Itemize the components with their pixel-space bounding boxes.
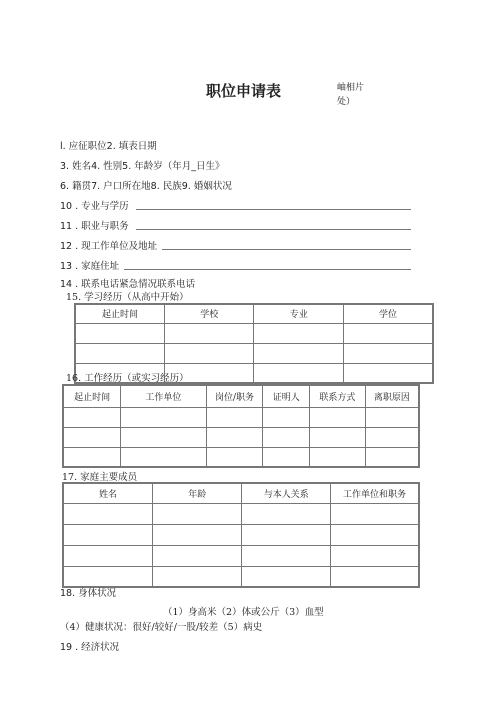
table-cell[interactable] — [310, 427, 366, 447]
table-cell[interactable] — [365, 447, 419, 467]
table-row — [63, 427, 419, 447]
work-header-period: 起止时间 — [63, 385, 121, 407]
table-cell[interactable] — [152, 566, 241, 587]
family-header-name: 姓名 — [63, 483, 152, 503]
table-cell[interactable] — [330, 524, 419, 545]
work-section-title: 16. 工作经历（或实习经历） — [66, 373, 189, 384]
home-address-input-line[interactable] — [124, 269, 411, 270]
health-height-weight-blood: （1）身高米（2）体或公斤（3）血型 — [163, 607, 324, 618]
major-education-input-line[interactable] — [136, 209, 411, 210]
table-cell[interactable] — [330, 545, 419, 566]
family-table — [62, 482, 420, 588]
table-cell[interactable] — [242, 566, 331, 587]
table-row — [63, 566, 419, 587]
health-status-history: （4）健康状况：很好/较好/一股/较差（5）病史 — [60, 622, 263, 633]
table-cell[interactable] — [365, 407, 419, 427]
table-row — [63, 503, 419, 524]
education-header-degree: 学位 — [343, 304, 433, 323]
table-cell[interactable] — [330, 503, 419, 524]
field-major-education: 10 . 专业与学历 — [60, 201, 129, 212]
table-cell[interactable] — [75, 343, 165, 363]
family-header-employer: 工作单位和职务 — [330, 483, 419, 503]
work-header-reference: 证明人 — [263, 385, 310, 407]
table-cell[interactable] — [121, 447, 206, 467]
table-cell[interactable] — [75, 323, 165, 343]
education-header-school: 学校 — [165, 304, 254, 323]
table-cell[interactable] — [63, 566, 152, 587]
table-cell[interactable] — [206, 447, 263, 467]
field-home-address: 13 . 家庭住址 — [60, 261, 120, 272]
table-row — [63, 447, 419, 467]
education-header-row — [75, 304, 433, 323]
table-cell[interactable] — [63, 503, 152, 524]
table-row — [75, 343, 433, 363]
health-section-title: 18. 身体状况 — [60, 588, 117, 599]
table-cell[interactable] — [206, 407, 263, 427]
family-header-age: 年龄 — [152, 483, 241, 503]
table-row — [63, 407, 419, 427]
work-header-row — [63, 385, 419, 407]
table-cell[interactable] — [365, 427, 419, 447]
table-cell[interactable] — [254, 363, 343, 383]
field-position-date: l. 应征职位2. 填表日期 — [60, 141, 157, 152]
education-header-period: 起止时间 — [75, 304, 165, 323]
table-cell[interactable] — [242, 503, 331, 524]
table-cell[interactable] — [63, 407, 121, 427]
table-cell[interactable] — [63, 427, 121, 447]
table-cell[interactable] — [152, 503, 241, 524]
table-row — [63, 545, 419, 566]
table-cell[interactable] — [242, 524, 331, 545]
field-occupation-position: 11 . 职业与职务 — [60, 221, 129, 232]
work-table — [62, 384, 420, 468]
table-cell[interactable] — [206, 427, 263, 447]
table-cell[interactable] — [263, 427, 310, 447]
table-cell[interactable] — [263, 407, 310, 427]
table-cell[interactable] — [121, 427, 206, 447]
table-cell[interactable] — [254, 323, 343, 343]
table-cell[interactable] — [310, 407, 366, 427]
field-current-employer: 12 . 现工作单位及地址 — [60, 241, 158, 252]
economy-section-title: 19 . 经济状况 — [60, 642, 120, 653]
work-header-leave-reason: 离职原因 — [365, 385, 419, 407]
education-header-major: 专业 — [254, 304, 343, 323]
current-employer-input-line[interactable] — [162, 249, 411, 250]
table-cell[interactable] — [165, 323, 254, 343]
field-name-gender-age: 3. 姓名4. 性别5. 年龄岁（年月_日生》 — [60, 161, 225, 172]
table-cell[interactable] — [343, 323, 433, 343]
family-header-row — [63, 483, 419, 503]
family-section-title: 17. 家庭主要成员 — [62, 472, 138, 483]
table-cell[interactable] — [310, 447, 366, 467]
photo-placeholder-note: 岫相片处） — [337, 83, 365, 107]
table-row — [63, 524, 419, 545]
table-cell[interactable] — [63, 447, 121, 467]
table-cell[interactable] — [242, 545, 331, 566]
table-cell[interactable] — [343, 343, 433, 363]
table-cell[interactable] — [63, 545, 152, 566]
form-title: 职位申请表 — [206, 82, 282, 100]
table-cell[interactable] — [263, 447, 310, 467]
table-cell[interactable] — [254, 343, 343, 363]
occupation-input-line[interactable] — [136, 229, 411, 230]
family-header-relation: 与本人关系 — [242, 483, 331, 503]
work-header-contact: 联系方式 — [310, 385, 366, 407]
table-row — [75, 323, 433, 343]
work-header-position: 岗位/职务 — [206, 385, 263, 407]
table-cell[interactable] — [343, 363, 433, 383]
table-cell[interactable] — [165, 343, 254, 363]
field-phone-emergency: 14 . 联系电话紧急情况联系电话 — [60, 279, 196, 290]
education-section-title: 15. 学习经历（从高中开始） — [66, 292, 189, 303]
table-cell[interactable] — [121, 407, 206, 427]
table-cell[interactable] — [152, 524, 241, 545]
table-cell[interactable] — [63, 524, 152, 545]
work-header-employer: 工作单位 — [121, 385, 206, 407]
field-origin-ethnic-marital: 6. 籍贯7. 户口所在地8. 民族9. 婚姻状况 — [60, 181, 232, 192]
table-cell[interactable] — [152, 545, 241, 566]
table-cell[interactable] — [330, 566, 419, 587]
